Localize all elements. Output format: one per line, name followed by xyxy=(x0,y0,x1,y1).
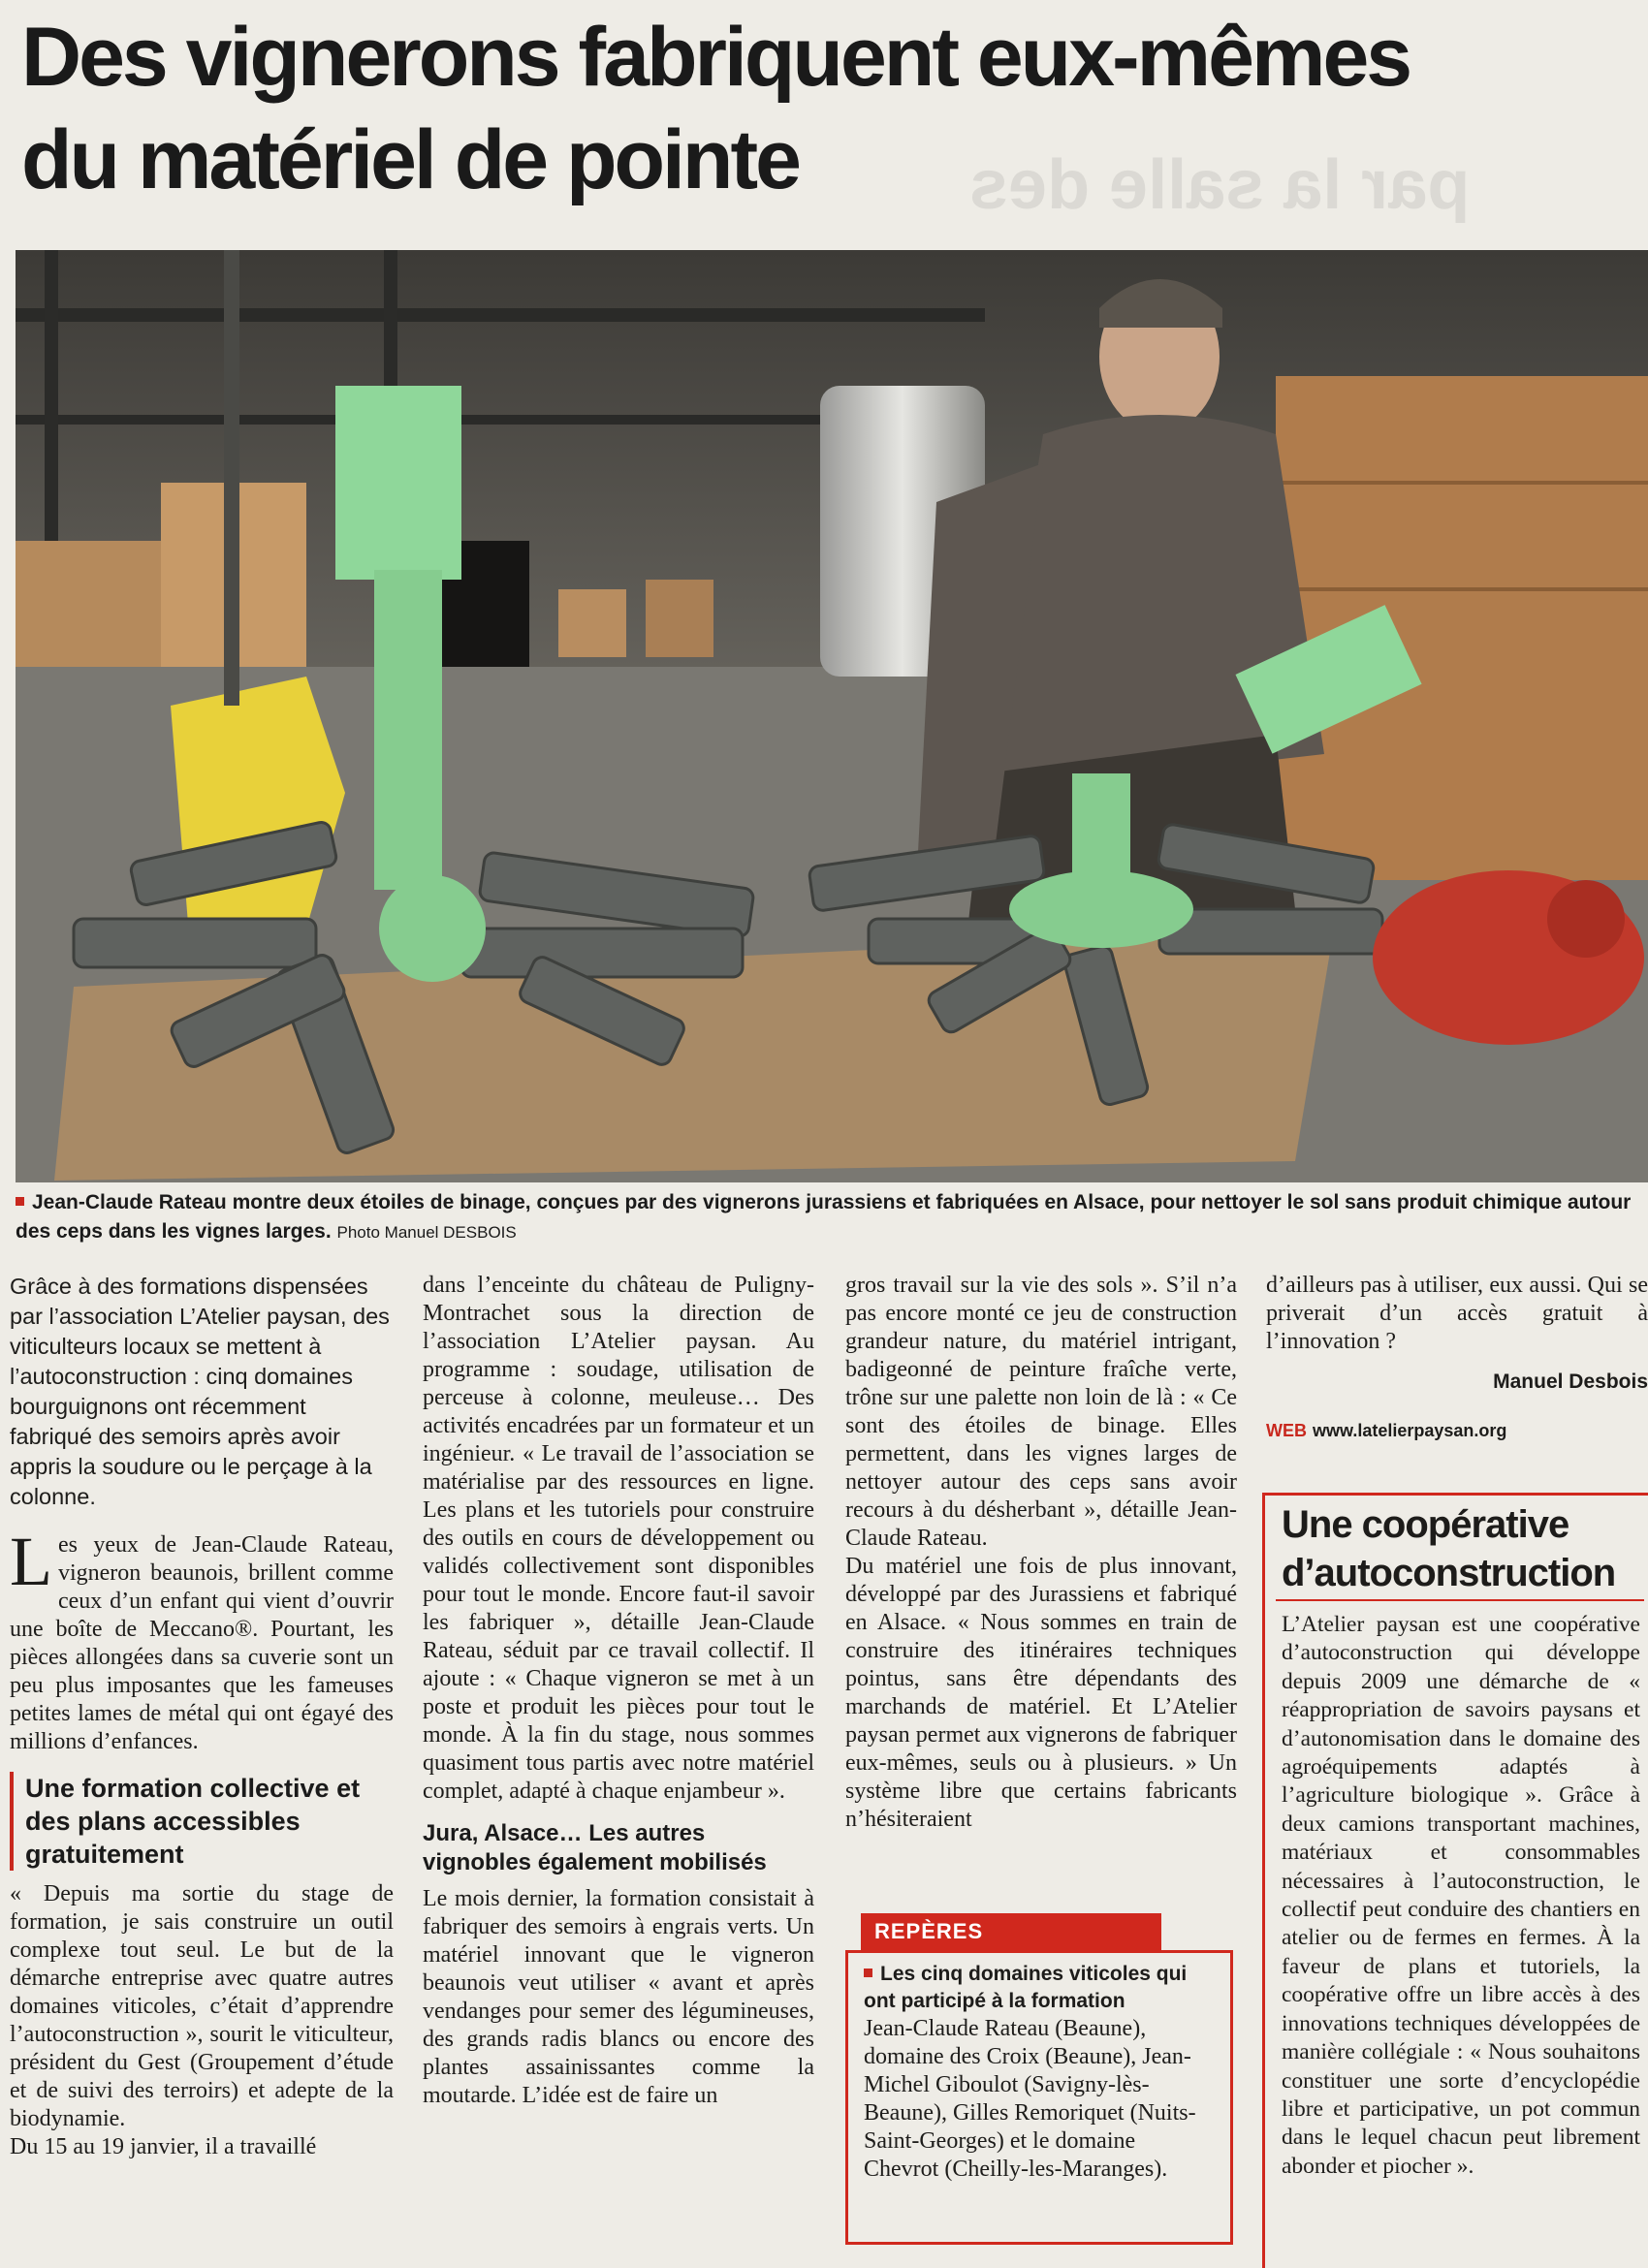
paragraph: d’ailleurs pas à utiliser, eux aussi. Qui se priverait d’un accès gratuit à l’innovation ? xyxy=(1266,1273,1648,1354)
column-1 xyxy=(10,1272,394,2161)
sidebar-body: L’Atelier paysan est une coopérative d’autoconstruction qui développe depuis 2009 une démarche de « réappropriation de savoirs paysans et d’autonomisation dans le domaine des agroéquipements adaptés à l’agriculture biologique ». Grâce à deux camions transportant machines, matériaux et consommables nécessaires à l’autoconstruction, le collectif peut conduire des chantiers en atelier ou de fermes en fermes. À la faveur de plans et tutoriels, la coopérative offre un libre accès à des innovations techniques développées de manière collégiale : « Nous souhaitons constituer une sorte d’encyclopédie libre et participative, un pot commun dans le lequel chacun peut librement abonder et piocher ». xyxy=(1282,1612,1640,2179)
photo-caption xyxy=(16,1188,1634,1247)
column-4 xyxy=(1266,1272,1648,1445)
lede: Grâce à des formations dispensées par l’association L’Atelier paysan, des viticulteurs locaux se mettent à l’autoconstruction : cinq domaines bourguignons ont récemment fabriqué des semoirs après avoir appris la soudure ou le perçage à la colonne. xyxy=(10,1274,390,1509)
paragraph: dans l’enceinte du château de Puligny-Montrachet sous la direction de l’association L’Atelier paysan. Au programme : soudage, utilisation de perceuse à colonne, meuleuse… Des activités encadrées par un formateur et un ingénieur. « Le travail de l’association se matérialise par des ressources en ligne. Les plans et les tutoriels pour construire des outils en cours de développement ou validés collectivement sont disponibles pour tout le monde. Encore faut-il savoir les fabriquer », détaille Jean-Claude Rateau, séduit par ce travail collectif. Il ajoute : « Chaque vigneron se met à un poste et produit les pièces pour tout le monde. À la fin du stage, nous sommes quasiment tous partis avec notre matériel complet, adapté à chaque enjambeur ». xyxy=(423,1273,814,1804)
web-label: WEB xyxy=(1266,1421,1307,1440)
article-photo xyxy=(16,250,1648,1182)
author-signature: Manuel Desbois xyxy=(1493,1370,1648,1393)
headline-line-1: Des vignerons fabriquent eux-mêmes xyxy=(21,11,1410,104)
paragraph: Le mois dernier, la formation consistait à fabriquer des semoirs à engrais verts. Un matériel innovant que le vigneron beaunois veut utiliser « avant et après vendanges pour semer des légumineuses, des grands radis blancs ou encore des plantes assainissantes comme la moutarde. L’idée est de faire un xyxy=(423,1886,814,2108)
photo-credit: Photo Manuel DESBOIS xyxy=(336,1223,517,1242)
column-3 xyxy=(845,1272,1237,1834)
web-link[interactable]: www.latelierpaysan.org xyxy=(1313,1421,1507,1440)
reperes-title xyxy=(864,1961,1215,2015)
web-reference xyxy=(1266,1417,1648,1445)
sidebar-title: Une coopérative d’autoconstruction xyxy=(1282,1503,1616,1594)
reperes-body: Jean-Claude Rateau (Beaune), domaine des Croix (Beaune), Jean-Michel Giboulot (Savigny-lès-Beaune), Gilles Remoriquet (Nuits-Saint-Georges) et le domaine Chevrot (Cheilly-les-Maranges). xyxy=(864,2016,1196,2182)
drop-cap: L xyxy=(10,1523,52,1600)
reperes-tab: REPÈRES xyxy=(861,1913,1161,1950)
bullet-square-icon xyxy=(16,1197,24,1206)
paragraph-text: es yeux de Jean-Claude Rateau, vigneron beaunois, brillent comme ceux d’un enfant qui vient d’ouvrir une boîte de Meccano®. Pourtant, les pièces allongées dans sa cuverie sont un peu plus imposantes que les fameuses petites lames de métal qui ont égayé des millions d’enfances. xyxy=(10,1532,394,1754)
headline-line-2: du matériel de pointe xyxy=(21,113,799,206)
paragraph: Du 15 au 19 janvier, il a travaillé xyxy=(10,2134,317,2159)
column-2 xyxy=(423,1272,814,2110)
paragraph: « Depuis ma sortie du stage de formation, je sais construire un outil complexe tout seul. Le but de la démarche entreprise avec quatre autres domaines viticoles, c’était d’apprendre l’autoconstruction », sourit le viticulteur, président du Gest (Groupement d’étude et de suivi des terroirs) et adepte de la biodynamie. xyxy=(10,1881,394,2131)
paragraph: Du matériel une fois de plus innovant, développé par des Jurassiens et fabriqué en Alsace. « Nous sommes en train de construire des itinéraires techniques pointus, sans être dépendants des marchands de matériel. Et L’Atelier paysan permet aux vignerons de fabriquer eux-mêmes, seuls ou à plusieurs. » Un système libre que certains fabricants n’hésiteraient xyxy=(845,1554,1237,1832)
photo-illustration xyxy=(16,250,1648,1182)
subhead: Une formation collective et des plans accessibles gratuitement xyxy=(10,1772,394,1871)
bullet-square-icon xyxy=(864,1969,872,1977)
sidebar-divider xyxy=(1276,1599,1644,1601)
bleed-through-text: par la salle des xyxy=(969,146,1471,224)
paragraph: gros travail sur la vie des sols ». S’il n’a pas encore monté ce jeu de construction grandeur nature, du matériel intrigant, badigeonné de peinture fraîche verte, trône sur une palette non loin de là : « Ce sont des étoiles de binage. Elles permettent, dans les vignes larges de nettoyer autour des ceps sans avoir recours à du désherbant », détaille Jean-Claude Rateau. xyxy=(845,1273,1237,1551)
headline xyxy=(21,6,1648,211)
reperes-box xyxy=(845,1950,1233,2245)
caption-text: Jean-Claude Rateau montre deux étoiles de binage, conçues par des vignerons jurassiens et fabriquées en Alsace, pour nettoyer le sol sans produit chimique autour des ceps dans les vignes larges. xyxy=(16,1191,1632,1243)
reperes-title-text: Les cinq domaines viticoles qui ont participé à la formation xyxy=(864,1963,1188,2012)
subhead: Jura, Alsace… Les autres vignobles également mobilisés xyxy=(423,1820,767,1875)
paragraph xyxy=(10,1523,394,1756)
